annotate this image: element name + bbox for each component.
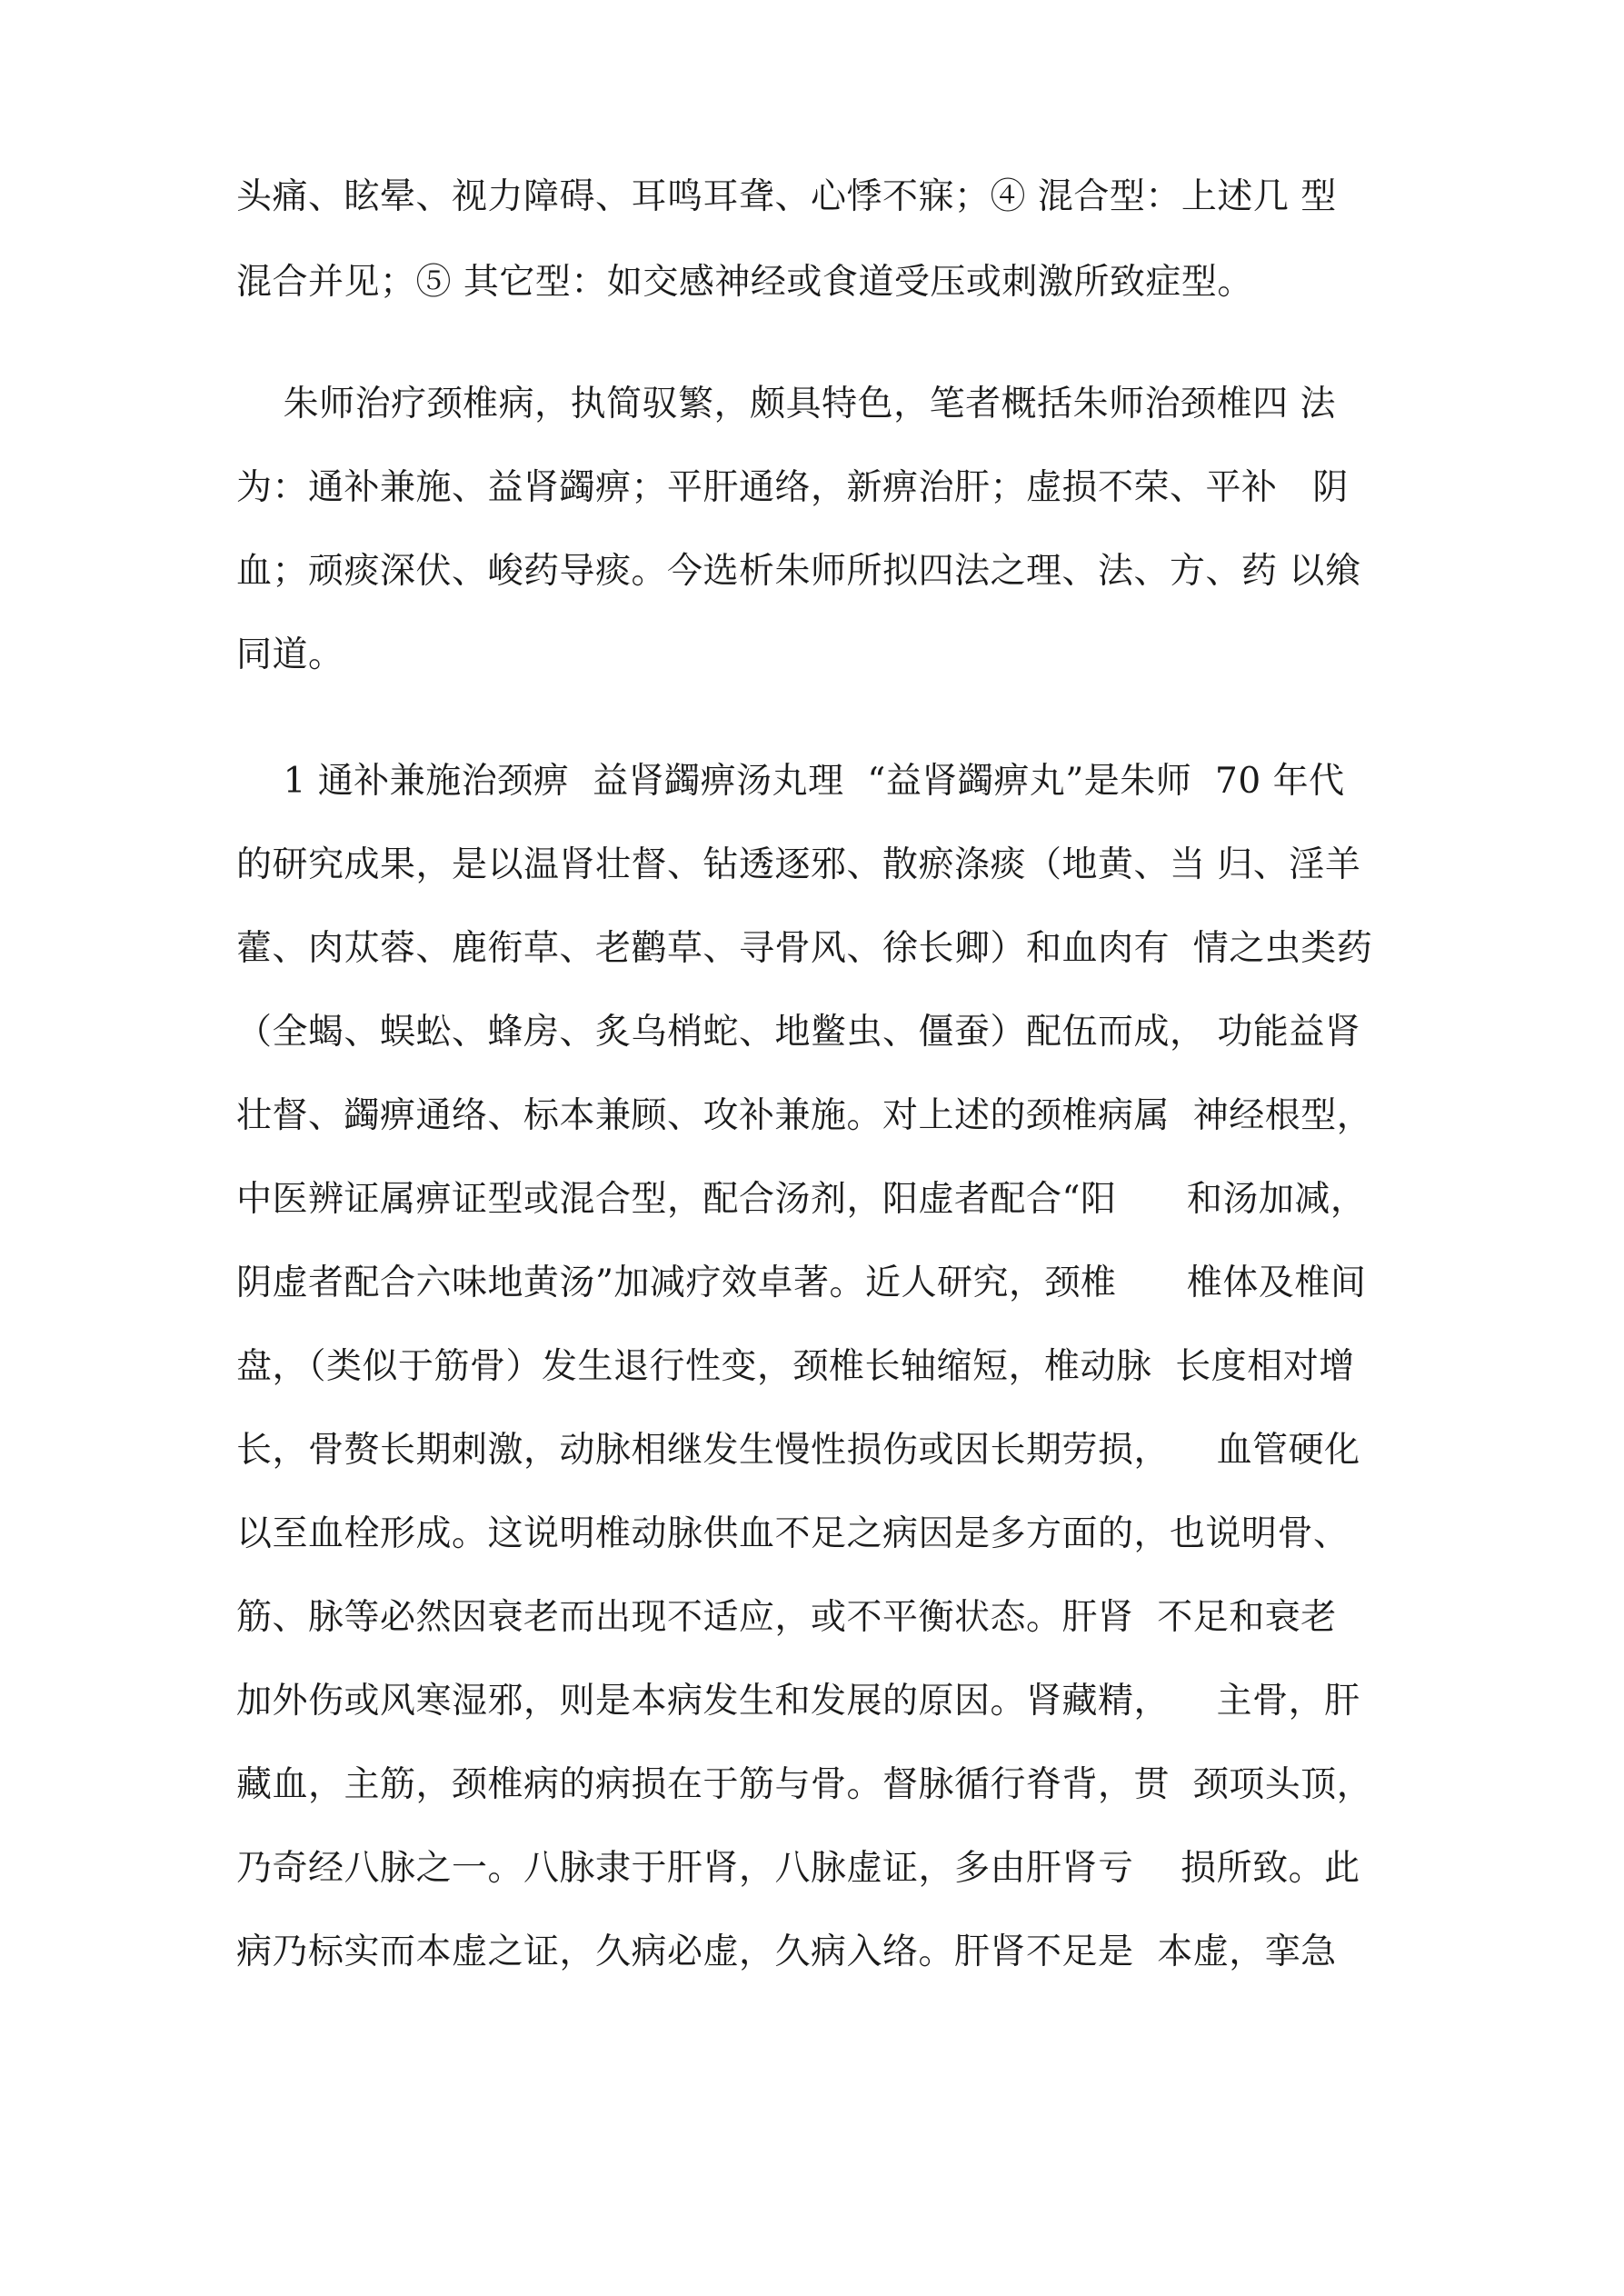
text-line: 病乃标实而本虚之证，久病必虚，久病入络。肝肾不足是 本虚，挛急 [236, 1932, 1337, 1972]
text-line: 朱师治疗颈椎病，执简驭繁，颇具特色，笔者概括朱师治颈椎四 法 [236, 384, 1336, 424]
text-line: 的研究成果，是以温肾壮督、钻透逐邪、散瘀涤痰（地黄、当 归、淫羊 [236, 844, 1361, 885]
text-line: 乃奇经八脉之一。八脉隶于肝肾，八脉虚证，多由肝肾亏 损所致。此 [236, 1848, 1360, 1889]
text-line: 壮督、蠲痹通络、标本兼顾、攻补兼施。对上述的颈椎病属 神经根型， [236, 1095, 1373, 1136]
text-line: 为：通补兼施、益肾蠲痹；平肝通络，新痹治肝；虚损不荣、平补 阴 [236, 467, 1349, 508]
text-line: 阴虚者配合六味地黄汤”加减疗效卓著。近人研究，颈椎 椎体及椎间 [236, 1263, 1367, 1303]
text-line: 藿、肉苁蓉、鹿衔草、老鹳草、寻骨风、徐长卿）和血肉有 情之虫类药 [236, 928, 1373, 969]
text-line: 长，骨赘长期刺激，动脉相继发生慢性损伤或因长期劳损， 血管硬化 [236, 1430, 1360, 1471]
text-line: 中医辨证属痹证型或混合型，配合汤剂，阳虚者配合“阳 和汤加减， [236, 1179, 1367, 1220]
text-line: 以至血栓形成。这说明椎动脉供血不足之病因是多方面的，也说明骨、 [236, 1513, 1350, 1554]
text-line: 盘，（类似于筋骨）发生退行性变，颈椎长轴缩短，椎动脉 长度相对增 [236, 1346, 1355, 1387]
text-line: 筋、脉等必然因衰老而出现不适应，或不平衡状态。肝肾 不足和衰老 [236, 1597, 1337, 1638]
text-line: （全蝎、蜈蚣、蜂房、炙乌梢蛇、地鳖虫、僵蚕）配伍而成， 功能益肾 [236, 1012, 1361, 1053]
text-line: 头痛、眩晕、视力障碍、耳鸣耳聋、心悸不寐；④ 混合型：上述几 型 [236, 176, 1337, 217]
text-line: 加外伤或风寒湿邪，则是本病发生和发展的原因。肾藏精， 主骨，肝 [236, 1681, 1360, 1722]
text-line: 藏血，主筋，颈椎病的病损在于筋与骨。督脉循行脊背，贯 颈项头顶， [236, 1764, 1373, 1805]
text-line: 同道。 [236, 634, 344, 675]
text-line: 血；顽痰深伏、峻药导痰。今选析朱师所拟四法之理、法、方、药 以飨 [236, 551, 1361, 592]
text-line: 混合并见；⑤ 其它型：如交感神经或食道受压或刺激所致症型。 [236, 262, 1253, 303]
text-line: 1 通补兼施治颈痹 益肾蠲痹汤丸理 “益肾蠲痹丸”是朱师 70 年代 [236, 761, 1345, 802]
